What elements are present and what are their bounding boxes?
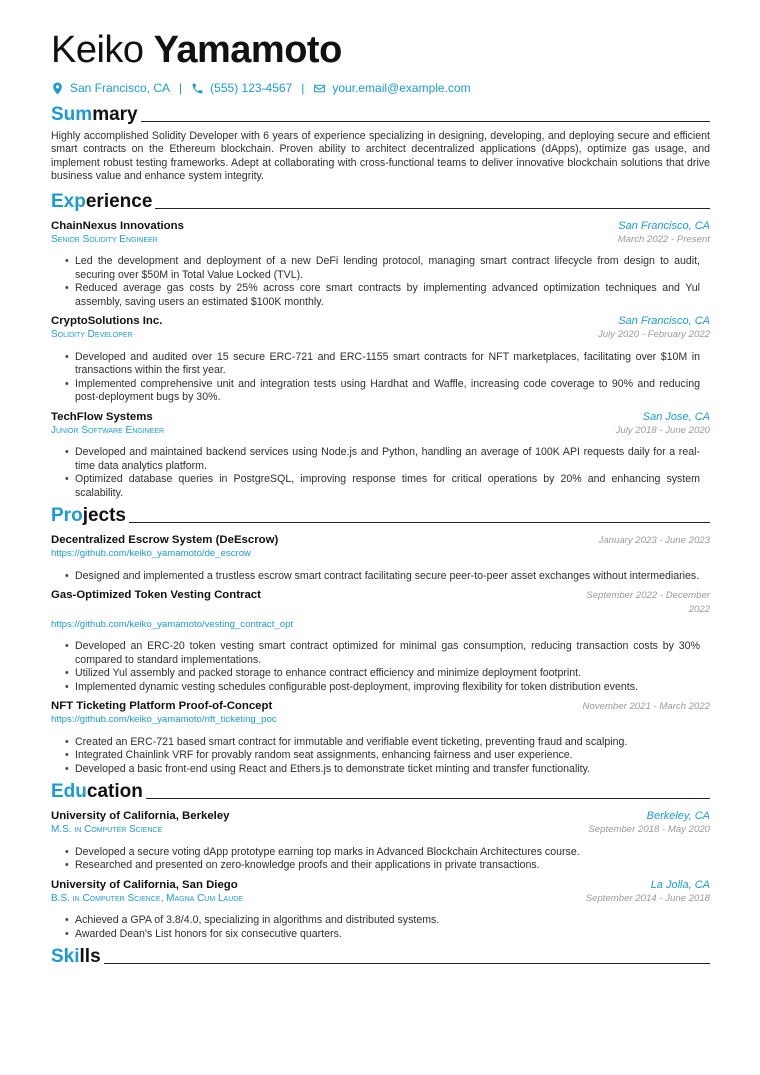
job-dates: July 2020 - February 2022	[598, 329, 710, 341]
bullet-item: • Reduced average gas costs by 25% across core smart contracts by implementing advanced optimization techniques and Yul assembly, saving users an estimated $100K monthly.	[75, 282, 700, 309]
experience-entry	[51, 411, 710, 500]
job-role: Junior Software Engineer	[51, 424, 165, 436]
phone-text: (555) 123-4567	[210, 81, 293, 95]
degree: M.S. in Computer Science	[51, 824, 163, 836]
project-entry	[51, 700, 710, 776]
bullet-item: • Developed a secure voting dApp prototype earning top marks in Advanced Blockchain Architectures course.	[75, 846, 700, 859]
job-role: Solidity Developer	[51, 329, 133, 341]
job-location: San Francisco, CA	[618, 315, 710, 328]
education-heading	[51, 781, 710, 803]
school-name: University of California, Berkeley	[51, 810, 230, 823]
section-title: Experience	[51, 190, 153, 212]
bullet-item: • Developed a basic front-end using React and Ethers.js to demonstrate ticket minting and transfer functionality.	[75, 763, 700, 776]
skills-heading	[51, 946, 710, 968]
summary-heading	[51, 104, 710, 126]
phone-item	[191, 80, 292, 96]
edu-dates: September 2014 - June 2018	[585, 893, 710, 905]
job-location: San Jose, CA	[642, 410, 710, 423]
bullet-item: • Developed and maintained backend services using Node.js and Python, handling an average of 100K API requests daily for a real-time data analytics platform.	[75, 446, 700, 473]
last-name: Yamamoto	[153, 29, 342, 71]
school-location: Berkeley, CA	[646, 810, 710, 823]
bullet-item: • Implemented dynamic vesting schedules configurable post-deployment, improving flexibility for token distribution events.	[75, 681, 700, 694]
experience-entry	[51, 220, 710, 309]
projects-heading	[51, 505, 710, 527]
bullet-list	[51, 570, 710, 583]
job-location: San Francisco, CA	[618, 219, 710, 232]
bullet-item: • Led the development and deployment of a new DeFi lending protocol, managing smart contract lifecycle from design to audit, securing over $50M in Total Value Locked (TVL).	[75, 255, 700, 282]
company-name: ChainNexus Innovations	[51, 219, 184, 232]
section-rule	[104, 963, 710, 964]
project-link[interactable]: https://github.com/keiko_yamamoto/nft_ticketing_poc	[51, 714, 277, 726]
project-name: NFT Ticketing Platform Proof-of-Concept	[51, 700, 273, 712]
job-role: Senior Solidity Engineer	[51, 234, 158, 246]
summary-text: Highly accomplished Solidity Developer with 6 years of experience specializing in designing, developing, and deploying secure and efficient smart contracts on the Ethereum blockchain. Proven ability to architect decentralized applications (dApps), optimize gas usage, and implement robust testing frameworks. Adept at collaborating with cross-functional teams to deliver innovative blockchain solutions that drive business value and enhance system integrity.	[51, 130, 710, 183]
company-name: CryptoSolutions Inc.	[51, 315, 163, 328]
location-text: San Francisco, CA	[70, 81, 171, 95]
bullet-item: • Optimized database queries in PostgreSQL, improving response times for critical operations by 20% and enhancing system scalability.	[75, 473, 700, 500]
bullet-list	[51, 846, 710, 873]
project-name: Decentralized Escrow System (DeEscrow)	[51, 533, 279, 546]
bullet-item: • Utilized Yul assembly and packed storage to enhance contract efficiency and minimize deployment footprint.	[75, 667, 700, 680]
section-rule	[129, 522, 710, 523]
bullet-list	[51, 736, 710, 776]
project-entry	[51, 589, 710, 694]
edu-dates: September 2018 - May 2020	[588, 824, 710, 836]
email-item[interactable]	[313, 80, 470, 96]
bullet-list	[51, 914, 710, 941]
job-dates: July 2018 - June 2020	[615, 424, 710, 436]
section-title: Summary	[51, 104, 138, 125]
project-dates: January 2023 - June 2023	[598, 534, 710, 546]
contact-separator: |	[179, 81, 183, 95]
section-rule	[155, 208, 710, 209]
bullet-list	[51, 640, 710, 694]
bullet-item: • Designed and implemented a trustless escrow smart contract facilitating secure peer-to-peer asset exchanges without intermediaries.	[75, 570, 700, 583]
phone-icon	[191, 82, 204, 95]
project-dates: September 2022 - December 2022	[586, 590, 710, 615]
school-name: University of California, San Diego	[51, 878, 238, 891]
bullet-item: • Achieved a GPA of 3.8/4.0, specializing in algorithms and distributed systems.	[75, 914, 700, 927]
bullet-list	[51, 255, 710, 309]
bullet-item: • Researched and presented on zero-knowledge proofs and their applications in private transactions.	[75, 859, 700, 872]
first-name: Keiko	[51, 29, 144, 71]
degree: B.S. in Computer Science, Magna Cum Laude	[51, 893, 243, 905]
envelope-icon	[313, 82, 326, 95]
project-link[interactable]: https://github.com/keiko_yamamoto/vesting_contract_opt	[51, 618, 294, 630]
bullet-item: • Developed and audited over 15 secure ERC-721 and ERC-1155 smart contracts for NFT marketplaces, facilitating over $10M in transactions within the first year.	[75, 351, 700, 378]
bullet-item: • Implemented comprehensive unit and integration tests using Hardhat and Waffle, increasing code coverage to 90% and reducing post-deployment bugs by 30%.	[75, 378, 700, 405]
project-entry	[51, 534, 710, 583]
contact-line	[51, 80, 710, 96]
company-name: TechFlow Systems	[51, 410, 153, 423]
project-link[interactable]: https://github.com/keiko_yamamoto/de_escrow	[51, 548, 251, 560]
job-dates: March 2022 - Present	[617, 234, 710, 246]
education-entry	[51, 810, 710, 873]
bullet-list	[51, 446, 710, 500]
education-entry	[51, 879, 710, 942]
location-item	[51, 80, 170, 96]
map-marker-icon	[51, 82, 64, 95]
experience-entry	[51, 315, 710, 404]
candidate-name	[51, 26, 710, 74]
project-dates: November 2021 - March 2022	[582, 701, 710, 712]
section-title: Projects	[51, 504, 126, 526]
contact-separator: |	[301, 81, 305, 95]
bullet-item: • Created an ERC-721 based smart contract for immutable and verifiable event ticketing, preventing fraud and scalping.	[75, 736, 700, 749]
email-link[interactable]: your.email@example.com	[332, 81, 471, 95]
bullet-item: • Awarded Dean's List honors for six consecutive quarters.	[75, 928, 700, 941]
school-location: La Jolla, CA	[650, 878, 710, 891]
section-rule	[146, 798, 710, 799]
project-name: Gas-Optimized Token Vesting Contract	[51, 589, 261, 602]
bullet-item: • Developed an ERC-20 token vesting smart contract optimized for minimal gas consumption, reducing transaction costs by 30% compared to standard implementations.	[75, 640, 700, 667]
section-rule	[141, 121, 710, 122]
section-title: Skills	[51, 946, 101, 968]
bullet-item: • Integrated Chainlink VRF for provably random seat assignments, enhancing fairness and user experience.	[75, 749, 700, 762]
bullet-list	[51, 351, 710, 405]
section-title: Education	[51, 781, 143, 803]
experience-heading	[51, 191, 710, 213]
